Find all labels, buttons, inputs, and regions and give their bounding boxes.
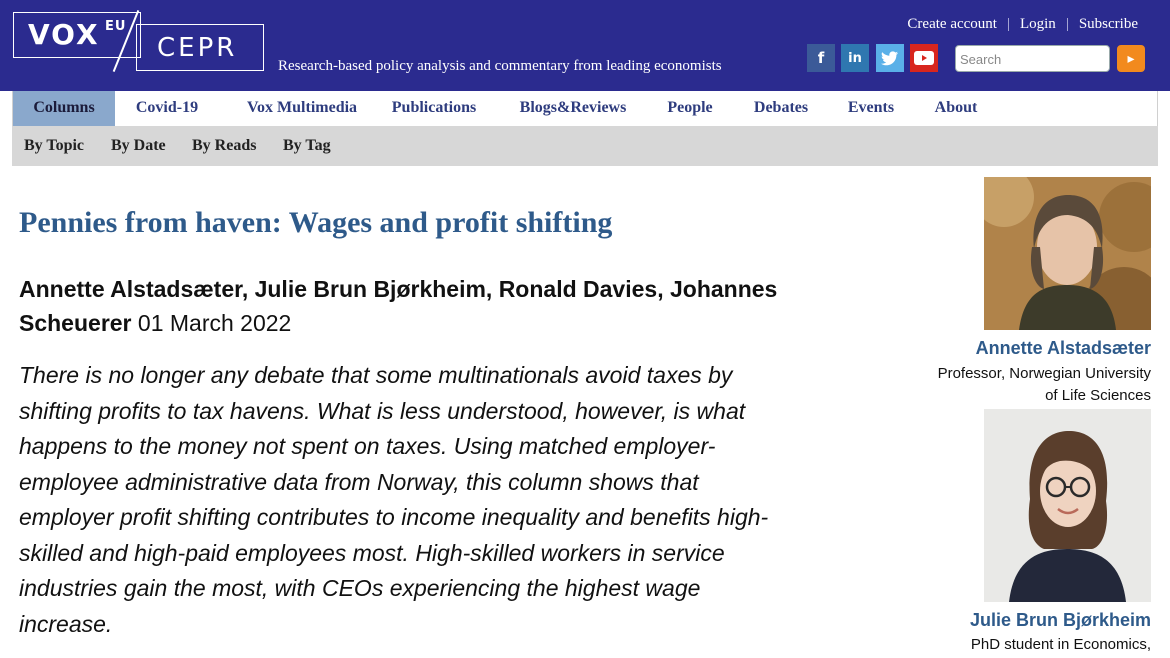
nav-events[interactable]: Events: [847, 99, 895, 116]
role-line: Professor, Norwegian University: [937, 365, 1151, 382]
separator: |: [1006, 16, 1010, 32]
summary-line: skilled and high-paid employees most. High-skilled workers in service: [19, 539, 725, 566]
role-line: of Life Sciences: [1045, 387, 1151, 404]
search-input[interactable]: Search: [955, 45, 1110, 72]
nav-covid-19[interactable]: Covid-19: [135, 99, 199, 116]
summary-line: shifting profits to tax havens. What is less understood, however, is what: [19, 397, 746, 424]
main-nav: [12, 91, 1158, 126]
summary-line: There is no longer any debate that some multinationals avoid taxes by: [19, 362, 733, 388]
role-line: PhD student in Economics,: [970, 636, 1151, 653]
nav-debates[interactable]: Debates: [753, 99, 809, 116]
summary-line: employer profit shifting contributes to income inequality and benefits high-: [19, 504, 769, 530]
nav-publications[interactable]: Publications: [391, 99, 477, 116]
nav-columns[interactable]: Columns: [13, 91, 115, 126]
search-go-button[interactable]: ▸: [1117, 45, 1145, 72]
author-photo-alstadsaeter[interactable]: [984, 177, 1151, 330]
youtube-icon[interactable]: [910, 44, 938, 72]
subnav-by-date[interactable]: By Date: [111, 137, 166, 154]
logo-cepr-text: CEPR: [157, 33, 238, 63]
nav-blogs-reviews[interactable]: Blogs&Reviews: [519, 99, 627, 116]
cepr-logo[interactable]: [136, 24, 264, 71]
summary-line: industries gain the most, with CEOs experiencing the highest wage: [19, 575, 701, 601]
summary-line: happens to the money not spent on taxes. Using matched employer-: [19, 433, 716, 459]
nav-vox-multimedia[interactable]: Vox Multimedia: [246, 99, 358, 116]
subnav-by-topic[interactable]: By Topic: [24, 137, 85, 154]
linkedin-icon[interactable]: in: [841, 44, 869, 72]
article-summary: [19, 358, 849, 642]
article-authors[interactable]: Annette Alstadsæter, Julie Brun Bjørkheim, Ronald Davies, Johannes Scheuerer: [19, 276, 778, 336]
summary-line: increase.: [19, 610, 113, 637]
nav-about[interactable]: About: [934, 99, 978, 116]
subnav-by-tag[interactable]: By Tag: [283, 137, 331, 154]
subnav-by-reads[interactable]: By Reads: [192, 137, 257, 154]
article-title: Pennies from haven: Wages and profit shifting: [19, 206, 613, 239]
article-byline: [19, 272, 859, 340]
author-photo-bjorkheim[interactable]: [984, 409, 1151, 602]
site-tagline: Research-based policy analysis and commentary from leading economists: [278, 58, 722, 74]
sub-nav: [12, 126, 1158, 166]
site-header: [0, 0, 1170, 91]
twitter-icon[interactable]: [876, 44, 904, 72]
sidebar-author-role: [911, 363, 1151, 407]
subscribe-link[interactable]: Subscribe: [1078, 16, 1138, 32]
logo-vox-text: VOX: [28, 18, 100, 51]
sidebar-author-role: [911, 634, 1151, 656]
login-link[interactable]: Login: [1019, 16, 1056, 32]
nav-people[interactable]: People: [667, 99, 713, 116]
create-account-link[interactable]: Create account: [907, 16, 997, 32]
summary-line: employee administrative data from Norway, this column shows that: [19, 468, 699, 495]
sidebar-author-name[interactable]: Julie Brun Bjørkheim: [969, 610, 1151, 630]
separator: |: [1065, 16, 1069, 32]
facebook-icon[interactable]: f: [807, 44, 835, 72]
article-date: 01 March 2022: [137, 310, 292, 336]
account-links: [907, 16, 1138, 33]
sidebar-author-name[interactable]: Annette Alstadsæter: [975, 338, 1151, 358]
logo-eu-text: EU: [105, 19, 127, 34]
